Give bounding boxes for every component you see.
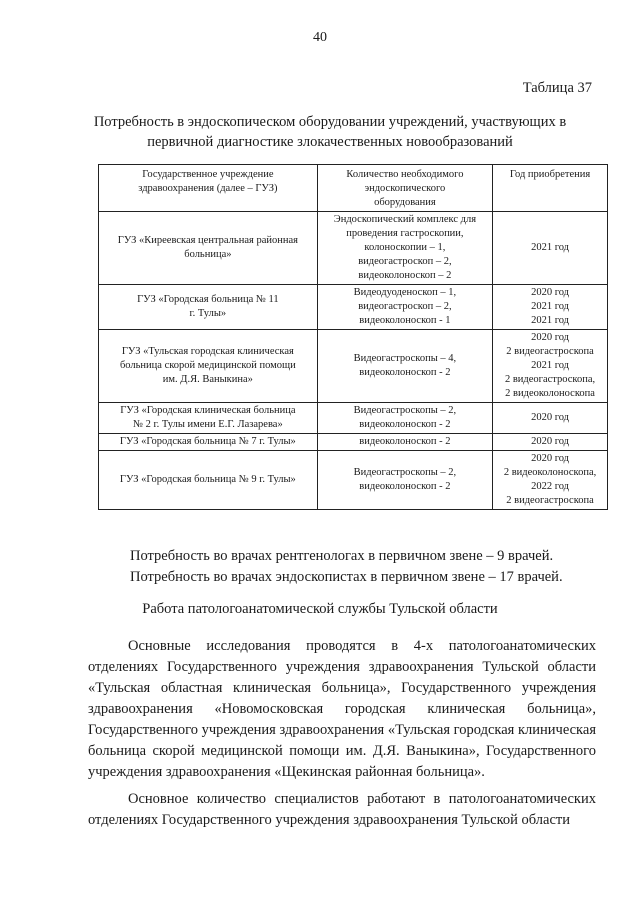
staff-needs xyxy=(130,546,563,588)
table-header-row xyxy=(99,165,608,212)
cell-institution: ГУЗ «Городская клиническая больница № 2 г. Тулы имени Е.Г. Лазарева» xyxy=(99,403,318,434)
table-row xyxy=(99,403,608,434)
header-year: Год приобретения xyxy=(493,165,608,212)
paragraph: Основное количество специалистов работают в патологоанатомических отделениях Государственного учреждения здравоохранения Тульской области xyxy=(88,791,596,828)
table-label: Таблица 37 xyxy=(522,80,592,96)
cell-equipment: видеоколоноскоп - 2 xyxy=(317,434,492,451)
table-row xyxy=(99,434,608,451)
need-radiologists: Потребность во врачах рентгенологах в первичном звене – 9 врачей. xyxy=(130,548,554,564)
table-row xyxy=(99,451,608,510)
table-title: Потребность в эндоскопическом оборудовании учреждений, участвующих в первичной диагностике злокачественных новообразований xyxy=(93,114,567,150)
paragraph: Основные исследования проводятся в 4-х патологоанатомических отделениях Государственного учреждения здравоохранения Тульской области «Тульская областная клиническая больница», Государственного учреждения здравоохранения «Новомосковская городская клиническая больница», Государственного учреждения здравоохранения «Тульская городская клиническая больница скорой медицинской помощи им. Д.Я. Ваныкина», Государственного учреждения здравоохранения «Щекинская районная больница». xyxy=(88,638,596,780)
cell-equipment: Видеогастроскопы – 2, видеоколоноскоп - 2 xyxy=(317,451,492,510)
table-row xyxy=(99,212,608,285)
header-institution: Государственное учреждение здравоохранения (далее – ГУЗ) xyxy=(99,165,318,212)
cell-equipment: Видеогастроскопы – 2, видеоколоноскоп - 2 xyxy=(317,403,492,434)
cell-equipment: Видеогастроскопы – 4, видеоколоноскоп - 2 xyxy=(317,330,492,403)
cell-institution: ГУЗ «Городская больница № 9 г. Тулы» xyxy=(99,451,318,510)
cell-year: 2020 год xyxy=(493,403,608,434)
table-row xyxy=(99,330,608,403)
cell-year: 2020 год 2 видеоколоноскопа, 2022 год 2 видеогастроскопа xyxy=(493,451,608,510)
section-heading: Работа патологоанатомической службы Тульской области xyxy=(142,601,498,617)
cell-equipment: Эндоскопический комплекс для проведения гастроскопии, колоноскопии – 1, видеогастроскоп – 2, видеоколоноскоп – 2 xyxy=(317,212,492,285)
cell-year: 2020 год xyxy=(493,434,608,451)
cell-institution: ГУЗ «Тульская городская клиническая больница скорой медицинской помощи им. Д.Я. Ваныкина» xyxy=(99,330,318,403)
cell-institution: ГУЗ «Киреевская центральная районная больница» xyxy=(99,212,318,285)
cell-year: 2020 год 2021 год 2021 год xyxy=(493,285,608,330)
cell-year: 2021 год xyxy=(493,212,608,285)
page-number: 40 xyxy=(313,30,327,45)
cell-institution: ГУЗ «Городская больница № 7 г. Тулы» xyxy=(99,434,318,451)
header-equipment: Количество необходимого эндоскопического оборудования xyxy=(317,165,492,212)
cell-year: 2020 год 2 видеогастроскопа 2021 год 2 видеогастроскопа, 2 видеоколоноскопа xyxy=(493,330,608,403)
equipment-table xyxy=(98,164,608,510)
cell-equipment: Видеодуоденоскоп – 1, видеогастроскоп – 2, видеоколоноскоп - 1 xyxy=(317,285,492,330)
need-endoscopists: Потребность во врачах эндоскопистах в первичном звене – 17 врачей. xyxy=(130,569,563,585)
table-row xyxy=(99,285,608,330)
cell-institution: ГУЗ «Городская больница № 11 г. Тулы» xyxy=(99,285,318,330)
